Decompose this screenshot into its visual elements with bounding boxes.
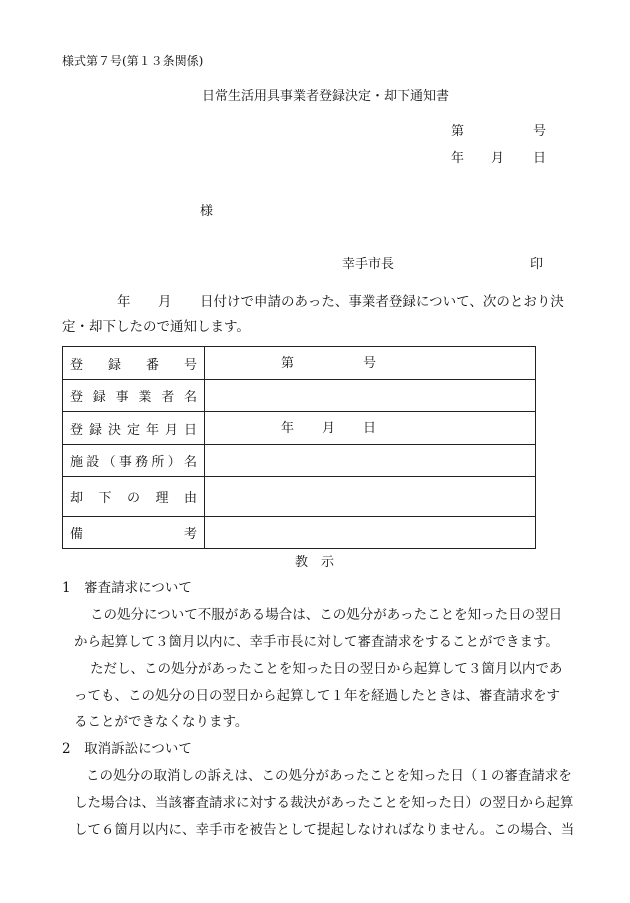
- decision-date-day: 日: [363, 421, 377, 436]
- row-label-cell: [63, 380, 205, 412]
- doc-number-dai: 第: [451, 124, 465, 139]
- section-line: から起算して３箇月以内に、幸手市長に対して審査請求をすることができます。: [74, 634, 559, 650]
- section-heading: 1 審査請求について: [62, 580, 192, 596]
- form-number: 様式第７号(第１３条関係): [62, 54, 204, 68]
- section-heading: 2 取消訴訟について: [62, 741, 192, 757]
- row-value-cell: [205, 347, 536, 380]
- table-row: [63, 445, 536, 477]
- section-line: した場合は、当該審査請求に対する裁決があったことを知った日）の翌日から起算: [74, 795, 574, 811]
- seal-mark: 印: [530, 257, 544, 272]
- section-line: ることができなくなります。: [74, 714, 249, 730]
- row-value-cell: [205, 445, 536, 477]
- row-label-cell: [63, 517, 205, 549]
- addressee-suffix: 様: [200, 204, 214, 219]
- issuer-name: 幸手市長: [342, 257, 395, 272]
- row-label: 登録番号: [70, 357, 197, 373]
- doc-number-go: 号: [533, 124, 547, 139]
- row-value-cell: [205, 477, 536, 517]
- reg-number-dai: 第: [281, 356, 295, 371]
- table-row: [63, 347, 536, 380]
- table-row: [63, 477, 536, 517]
- reg-number-go: 号: [363, 356, 377, 371]
- table-row: [63, 380, 536, 412]
- row-label: 却下の理由: [70, 491, 197, 506]
- intro-year: 年: [117, 294, 131, 310]
- row-value-cell: [205, 380, 536, 412]
- row-label-cell: [63, 412, 205, 445]
- table-row: [63, 517, 536, 549]
- row-label-cell: [63, 477, 205, 517]
- intro-month: 月: [158, 294, 172, 310]
- instruction-heading: 教 示: [295, 555, 335, 570]
- row-value-cell: [205, 412, 536, 445]
- section-line: して６箇月以内に、幸手市を被告として提起しなければなりません。この場合、当: [74, 822, 575, 838]
- row-value-cell: [205, 517, 536, 549]
- section-line: っても、この処分の日の翌日から起算して１年を経過したときは、審査請求をす: [74, 688, 560, 704]
- table-row: [63, 412, 536, 445]
- row-label-cell: [63, 347, 205, 380]
- section-line: この処分について不服がある場合は、この処分があったことを知った日の翌日: [90, 607, 563, 623]
- row-label: 施設（事務所）名: [70, 455, 197, 470]
- decision-date-month: 月: [322, 421, 336, 436]
- row-label: 登録決定年月日: [70, 422, 197, 438]
- registration-table: [62, 346, 536, 549]
- doc-date-day: 日: [533, 151, 547, 166]
- intro-line2: 定・却下したので通知します。: [62, 319, 250, 335]
- row-label: 登録事業者名: [70, 390, 197, 405]
- doc-date-year: 年: [451, 151, 465, 166]
- intro-line1: 日付けで申請のあった、事業者登録について、次のとおり決: [200, 294, 564, 310]
- row-label: 備考: [70, 527, 197, 542]
- doc-date-month: 月: [491, 151, 505, 166]
- document-title: 日常生活用具事業者登録決定・却下通知書: [202, 89, 450, 104]
- section-line: この処分の取消しの訴えは、この処分があったことを知った日（１の審査請求を: [86, 768, 572, 784]
- section-line: ただし、この処分があったことを知った日の翌日から起算して３箇月以内であ: [90, 661, 563, 677]
- row-label-cell: [63, 445, 205, 477]
- decision-date-year: 年: [281, 421, 295, 436]
